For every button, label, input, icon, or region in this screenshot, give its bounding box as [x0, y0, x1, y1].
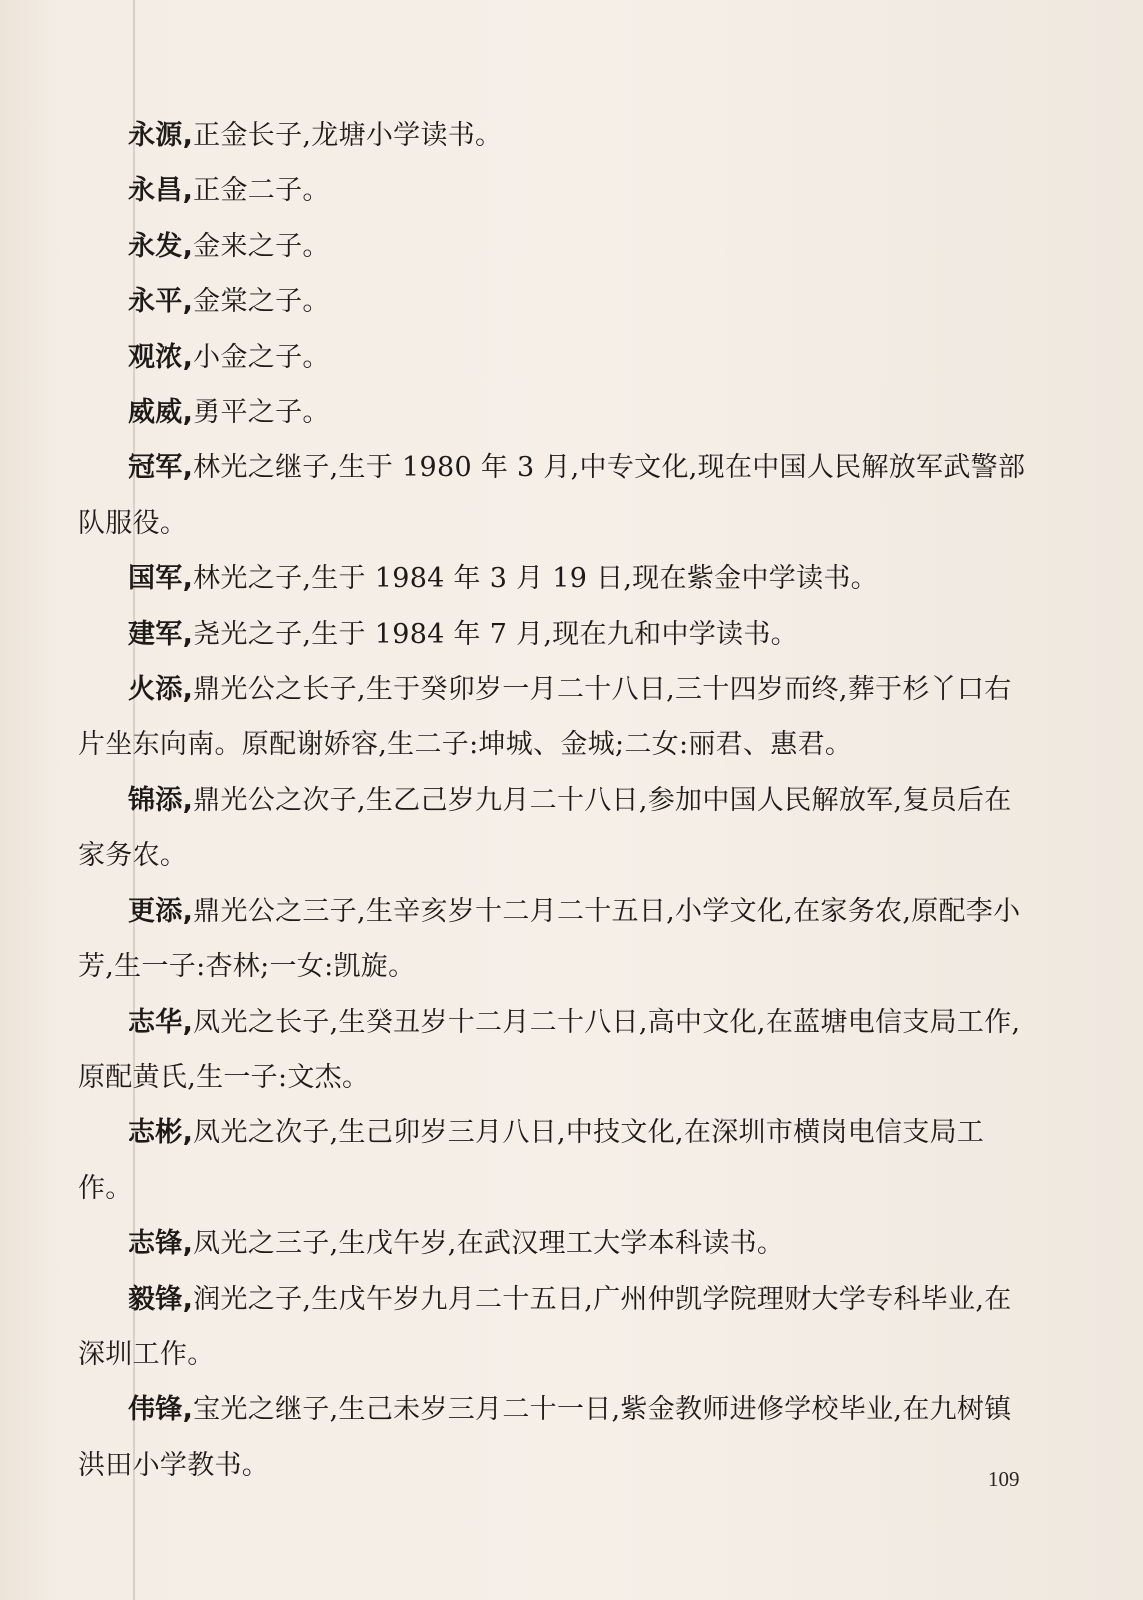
- entry-paragraph: [78, 884, 1038, 995]
- entry-paragraph: [78, 385, 1038, 440]
- entry-paragraph: [78, 163, 1038, 218]
- entry-paragraph: [78, 440, 1038, 551]
- entry-name: 志彬,: [128, 1117, 194, 1149]
- entry-name: 冠军,: [128, 452, 194, 484]
- entry-name: 永昌,: [128, 175, 194, 207]
- entry-name: 威威,: [128, 397, 194, 429]
- entry-text: 正金二子。: [193, 175, 330, 207]
- entry-text: 勇平之子。: [193, 397, 330, 429]
- genealogy-text-block: [78, 108, 1038, 1493]
- entry-text: 金来之子。: [193, 230, 330, 262]
- entry-text: 凤光之长子,生癸丑岁十二月二十八日,高中文化,在蓝塘电信支局工作,原配黄氏,生一子:文杰。: [78, 1006, 1021, 1093]
- entry-paragraph: [78, 662, 1038, 773]
- entry-text: 林光之子,生于 1984 年 3 月 19 日,现在紫金中学读书。: [193, 563, 878, 595]
- entry-name: 观浓,: [128, 341, 194, 373]
- entry-name: 志华,: [128, 1006, 194, 1038]
- entry-name: 永源,: [128, 120, 194, 151]
- entry-text: 鼎光公之三子,生辛亥岁十二月二十五日,小学文化,在家务农,原配李小芳,生一子:杏林;一女:凯旋。: [78, 895, 1021, 983]
- entry-text: 宝光之继子,生己未岁三月二十一日,紫金教师进修学校毕业,在九树镇洪田小学教书。: [78, 1394, 1012, 1481]
- entry-paragraph: [78, 1272, 1038, 1383]
- entry-paragraph: [78, 274, 1038, 329]
- entry-name: 火添,: [128, 674, 194, 706]
- entry-name: 锦添,: [128, 784, 194, 816]
- entry-paragraph: [78, 1216, 1038, 1271]
- page-number: 109: [988, 1467, 1020, 1491]
- entry-text: 正金长子,龙塘小学读书。: [193, 120, 503, 151]
- entry-text: 尧光之子,生于 1984 年 7 月,现在九和中学读书。: [193, 618, 798, 650]
- entry-text: 鼎光公之次子,生乙己岁九月二十八日,参加中国人民解放军,复员后在家务农。: [78, 784, 1012, 872]
- entry-text: 林光之继子,生于 1980 年 3 月,中专文化,现在中国人民解放军武警部队服役。: [78, 452, 1026, 539]
- entry-paragraph: [78, 995, 1038, 1106]
- entry-name: 更添,: [128, 895, 194, 927]
- entry-text: 鼎光公之长子,生于癸卯岁一月二十八日,三十四岁而终,葬于杉丫口右片坐东向南。原配谢娇容,生二子:坤城、金城;二女:丽君、惠君。: [78, 674, 1012, 761]
- entry-name: 永发,: [128, 230, 194, 262]
- entry-name: 永平,: [128, 286, 194, 318]
- entry-text: 凤光之次子,生己卯岁三月八日,中技文化,在深圳市横岗电信支局工作。: [78, 1117, 985, 1204]
- entry-name: 伟锋,: [128, 1394, 194, 1426]
- entry-text: 凤光之三子,生戊午岁,在武汉理工大学本科读书。: [193, 1228, 785, 1260]
- entry-paragraph: [78, 219, 1038, 274]
- entry-name: 毅锋,: [128, 1283, 194, 1315]
- entry-name: 建军,: [128, 618, 194, 650]
- entry-name: 志锋,: [128, 1228, 194, 1260]
- entry-name: 国军,: [128, 563, 194, 595]
- entry-paragraph: [78, 1382, 1038, 1493]
- entry-paragraph: [78, 773, 1038, 884]
- entry-paragraph: [78, 551, 1038, 606]
- entry-paragraph: [78, 108, 1038, 163]
- entry-paragraph: [78, 330, 1038, 385]
- entry-text: 润光之子,生戊午岁九月二十五日,广州仲凯学院理财大学专科毕业,在深圳工作。: [78, 1283, 1012, 1370]
- entry-paragraph: [78, 1105, 1038, 1216]
- entry-text: 小金之子。: [193, 341, 330, 373]
- entry-text: 金棠之子。: [193, 286, 330, 318]
- entry-paragraph: [78, 607, 1038, 662]
